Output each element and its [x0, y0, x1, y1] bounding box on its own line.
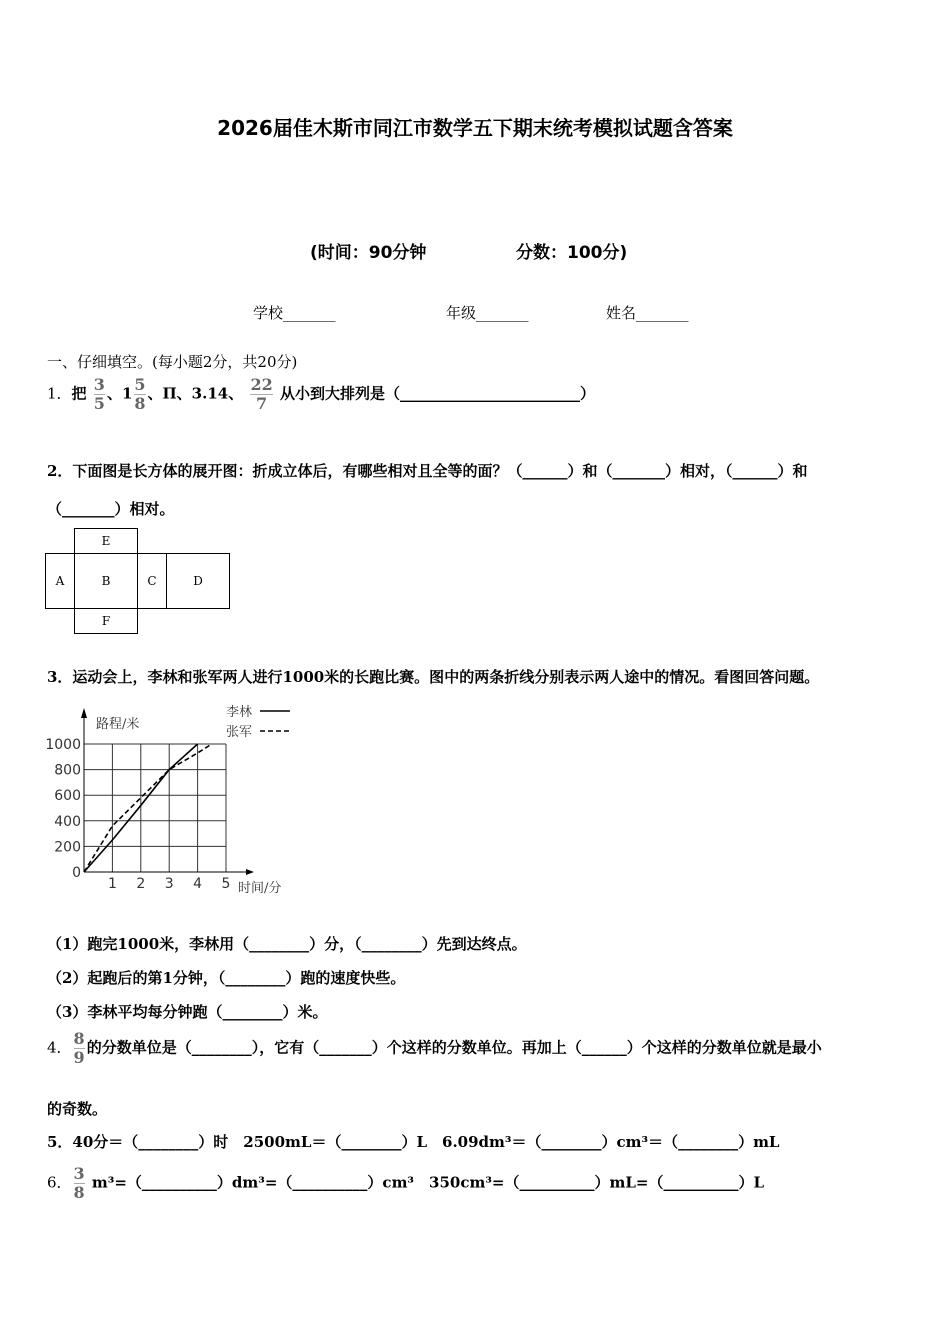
face-f: F — [74, 608, 138, 634]
face-e: E — [74, 528, 138, 554]
page-title: 2026届佳木斯市同江市数学五下期末统考模拟试题含答案 — [217, 116, 733, 140]
legend-label: 张军 — [226, 725, 253, 740]
face-c: C — [137, 553, 167, 609]
q-text: 从小到大排列是（________________________） — [279, 384, 595, 403]
numerator: 22 — [250, 375, 273, 394]
question-2-line2: （_______）相对。 — [47, 500, 175, 518]
q-num: 1． — [47, 384, 72, 403]
fraction — [250, 376, 272, 413]
section-heading: 一、仔细填空。(每小题2分，共20分) — [47, 353, 298, 371]
grade-field: 年级_______ — [446, 304, 529, 322]
x-tick-label: 5 — [221, 876, 231, 892]
numerator: 3 — [73, 1164, 85, 1183]
y-tick-label: 200 — [54, 839, 81, 856]
question-4-line2: 的奇数。 — [47, 1100, 108, 1118]
y-tick-label: 600 — [54, 788, 81, 805]
fraction — [74, 1030, 85, 1067]
numerator: 5 — [134, 375, 146, 394]
q-num: 4． — [47, 1038, 72, 1057]
denominator: 8 — [73, 1183, 85, 1202]
denominator: 5 — [93, 394, 105, 413]
q-text: 的分数单位是（________），它有（_______）个这样的分数单位。再加上（______）个这样的分数单位就是最小 — [86, 1038, 822, 1057]
fraction — [134, 376, 145, 413]
question-4 — [47, 1030, 822, 1067]
x-tick-label: 3 — [164, 876, 174, 892]
y-tick-label: 1000 — [45, 737, 81, 753]
series-line-1 — [84, 744, 212, 872]
question-5: 5．40分＝（________）时 2500mL＝（________）L 6.09dm³＝（________）cm³＝（________）mL — [47, 1133, 780, 1151]
question-3-3: （3）李林平均每分钟跑（________）米。 — [47, 1003, 328, 1021]
q-num: 6． — [47, 1173, 72, 1192]
face-b: B — [74, 553, 138, 609]
numerator: 8 — [73, 1029, 85, 1048]
question-2-line1: 2．下面图是长方体的展开图：折成立体后，有哪些相对且全等的面？（______）和（_______）相对，（______）和 — [47, 462, 808, 480]
question-3: 3．运动会上，李林和张军两人进行1000米的长跑比赛。图中的两条折线分别表示两人途中的情况。看图回答问题。 — [47, 668, 820, 686]
y-tick-label: 0 — [72, 865, 81, 881]
x-axis-arrow-icon — [246, 869, 254, 875]
y-axis-label: 路程/米 — [96, 717, 140, 732]
fraction — [74, 1165, 85, 1202]
fraction — [94, 376, 105, 413]
distance-time-chart — [40, 700, 300, 900]
name-field: 姓名_______ — [606, 304, 689, 322]
y-axis-arrow-icon — [81, 708, 87, 718]
x-tick-label: 4 — [193, 876, 203, 892]
q-text: m³=（__________）dm³=（__________）cm³ 350cm³=（__________）mL=（__________）L — [91, 1173, 764, 1192]
q-text: 把 — [71, 384, 87, 403]
x-tick-label: 1 — [107, 876, 117, 892]
face-d: D — [166, 553, 230, 609]
x-axis-label: 时间/分 — [238, 881, 282, 896]
face-a: A — [45, 553, 75, 609]
school-field: 学校_______ — [253, 304, 336, 322]
denominator: 9 — [73, 1048, 85, 1067]
q-text: 、1 — [106, 384, 133, 403]
question-3-2: （2）起跑后的第1分钟，（________）跑的速度快些。 — [47, 969, 406, 987]
q-text: 、Π、3.14、 — [147, 384, 244, 403]
exam-score: 分数：100分) — [516, 243, 628, 263]
y-tick-label: 400 — [54, 813, 81, 830]
legend-label: 李林 — [226, 705, 253, 720]
question-1 — [47, 376, 595, 413]
x-tick-label: 2 — [136, 876, 146, 892]
question-3-1: （1）跑完1000米，李林用（________）分，（________）先到达终点。 — [47, 935, 527, 953]
numerator: 3 — [93, 375, 105, 394]
denominator: 7 — [256, 394, 268, 413]
exam-time: (时间：90分钟 — [310, 243, 427, 263]
denominator: 8 — [134, 394, 146, 413]
y-tick-label: 800 — [54, 762, 81, 779]
question-6 — [47, 1165, 764, 1202]
